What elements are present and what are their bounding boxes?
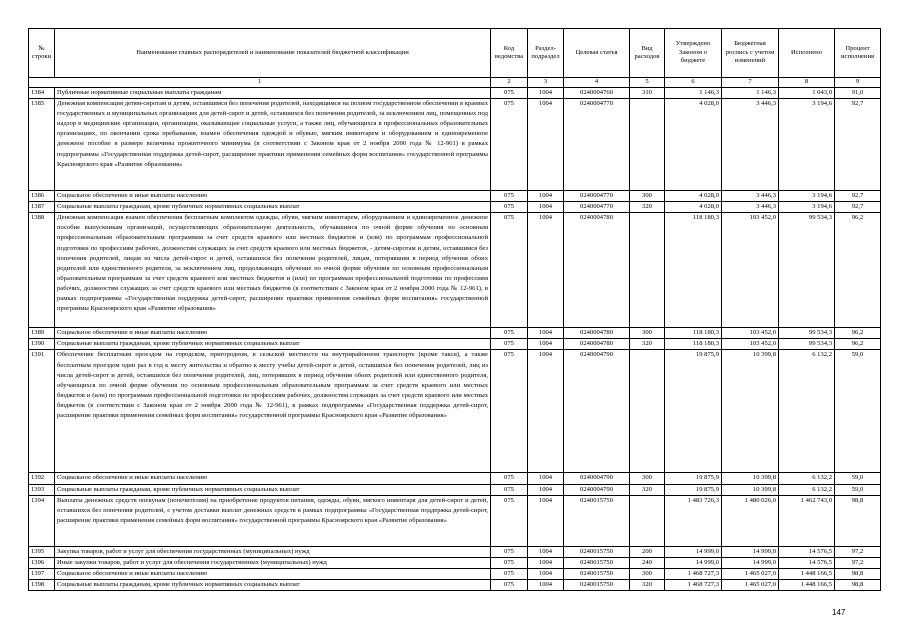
row-razdel: 1004 bbox=[528, 213, 564, 328]
row-razdel: 1004 bbox=[528, 495, 564, 546]
row-name: Социальные выплаты гражданам, кроме публичных нормативных социальных выплат bbox=[55, 484, 491, 495]
row-rospis: 1 480 026,0 bbox=[722, 495, 779, 546]
row-name: Социальное обеспечение и иные выплаты населению bbox=[55, 328, 491, 339]
row-vr: 320 bbox=[630, 484, 665, 495]
row-razdel: 1004 bbox=[528, 484, 564, 495]
table-row bbox=[29, 546, 881, 557]
colnum-8: 8 bbox=[779, 78, 835, 88]
row-razdel: 1004 bbox=[528, 88, 564, 99]
header-vr: Вид расходов bbox=[630, 29, 665, 78]
row-cs: 0240015750 bbox=[564, 557, 630, 568]
row-ved: 075 bbox=[491, 568, 528, 579]
row-razdel: 1004 bbox=[528, 99, 564, 191]
row-procent: 97,2 bbox=[835, 557, 881, 568]
row-cs: 0240004770 bbox=[564, 191, 630, 202]
row-rospis: 3 446,3 bbox=[722, 191, 779, 202]
table-row bbox=[29, 350, 881, 473]
row-razdel: 1004 bbox=[528, 579, 564, 590]
row-cs: 0240015750 bbox=[564, 546, 630, 557]
row-razdel: 1004 bbox=[528, 202, 564, 213]
row-zakon: 1 483 726,3 bbox=[665, 495, 722, 546]
row-ved: 075 bbox=[491, 350, 528, 473]
row-rospis: 10 399,8 bbox=[722, 350, 779, 473]
row-number: 1384 bbox=[29, 88, 55, 99]
row-procent: 59,0 bbox=[835, 350, 881, 473]
row-ispolneno: 99 534,3 bbox=[779, 339, 835, 350]
row-ved: 075 bbox=[491, 191, 528, 202]
row-name: Иные закупки товаров, работ и услуг для обеспечения государственных (муниципальных) нужд bbox=[55, 557, 491, 568]
row-ved: 075 bbox=[491, 202, 528, 213]
row-razdel: 1004 bbox=[528, 191, 564, 202]
row-vr: 300 bbox=[630, 473, 665, 484]
row-name: Закупка товаров, работ и услуг для обеспечения государственных (муниципальных) нужд bbox=[55, 546, 491, 557]
colnum-9: 9 bbox=[835, 78, 881, 88]
row-ved: 075 bbox=[491, 99, 528, 191]
row-number: 1397 bbox=[29, 568, 55, 579]
row-ispolneno: 3 194,6 bbox=[779, 191, 835, 202]
colnum-7: 7 bbox=[722, 78, 779, 88]
row-zakon: 19 875,9 bbox=[665, 484, 722, 495]
table-row bbox=[29, 568, 881, 579]
row-rospis: 10 399,8 bbox=[722, 484, 779, 495]
row-zakon: 14 999,0 bbox=[665, 546, 722, 557]
table-row bbox=[29, 579, 881, 590]
row-cs: 0240004780 bbox=[564, 328, 630, 339]
row-procent: 96,2 bbox=[835, 328, 881, 339]
budget-sheet bbox=[28, 28, 880, 591]
row-number: 1390 bbox=[29, 339, 55, 350]
row-number: 1398 bbox=[29, 579, 55, 590]
row-rospis: 10 399,8 bbox=[722, 473, 779, 484]
row-cs: 0240015750 bbox=[564, 495, 630, 546]
row-razdel: 1004 bbox=[528, 473, 564, 484]
row-procent: 98,8 bbox=[835, 568, 881, 579]
row-name: Социальное обеспечение и иные выплаты населению bbox=[55, 473, 491, 484]
header-ved: Код ведомства bbox=[491, 29, 528, 78]
row-ispolneno: 1 448 166,5 bbox=[779, 568, 835, 579]
row-ispolneno: 14 576,5 bbox=[779, 557, 835, 568]
row-name: Публичные нормативные социальные выплаты гражданам bbox=[55, 88, 491, 99]
row-number: 1391 bbox=[29, 350, 55, 473]
row-cs: 0240004790 bbox=[564, 473, 630, 484]
row-ved: 075 bbox=[491, 579, 528, 590]
colnum-6: 6 bbox=[665, 78, 722, 88]
row-zakon: 4 028,0 bbox=[665, 191, 722, 202]
row-procent: 98,8 bbox=[835, 579, 881, 590]
row-cs: 0240004790 bbox=[564, 484, 630, 495]
row-number: 1385 bbox=[29, 99, 55, 191]
row-ispolneno: 99 534,3 bbox=[779, 328, 835, 339]
row-number: 1392 bbox=[29, 473, 55, 484]
row-rospis: 14 999,0 bbox=[722, 557, 779, 568]
row-zakon: 1 146,3 bbox=[665, 88, 722, 99]
row-zakon: 1 468 727,3 bbox=[665, 568, 722, 579]
row-cs: 0240004780 bbox=[564, 339, 630, 350]
row-rospis: 103 452,0 bbox=[722, 213, 779, 328]
row-zakon: 4 028,0 bbox=[665, 99, 722, 191]
row-cs: 0240004760 bbox=[564, 88, 630, 99]
table-row bbox=[29, 484, 881, 495]
row-rospis: 3 446,3 bbox=[722, 202, 779, 213]
row-rospis: 1 465 027,0 bbox=[722, 568, 779, 579]
row-ispolneno: 1 448 166,5 bbox=[779, 579, 835, 590]
row-razdel: 1004 bbox=[528, 328, 564, 339]
row-procent: 96,2 bbox=[835, 213, 881, 328]
row-razdel: 1004 bbox=[528, 557, 564, 568]
row-vr bbox=[630, 350, 665, 473]
colnum-1: 1 bbox=[29, 78, 491, 88]
row-vr: 300 bbox=[630, 328, 665, 339]
row-ved: 075 bbox=[491, 213, 528, 328]
table-row bbox=[29, 213, 881, 328]
row-vr: 300 bbox=[630, 191, 665, 202]
colnum-2: 2 bbox=[491, 78, 528, 88]
row-rospis: 103 452,0 bbox=[722, 339, 779, 350]
row-ved: 075 bbox=[491, 328, 528, 339]
header-procent: Процент исполнения bbox=[835, 29, 881, 78]
row-cs: 0240004770 bbox=[564, 202, 630, 213]
header-razdel: Раздел-подраздел bbox=[528, 29, 564, 78]
header-no: № строки bbox=[29, 29, 55, 78]
row-cs: 0240004780 bbox=[564, 213, 630, 328]
row-procent: 59,0 bbox=[835, 484, 881, 495]
row-rospis: 103 452,0 bbox=[722, 328, 779, 339]
row-procent: 91,0 bbox=[835, 88, 881, 99]
header-name: Наименование главных распорядителей и наименование показателей бюджетной классификации bbox=[55, 29, 491, 78]
row-zakon: 118 180,3 bbox=[665, 328, 722, 339]
row-vr bbox=[630, 495, 665, 546]
row-ispolneno: 3 194,6 bbox=[779, 202, 835, 213]
row-ved: 075 bbox=[491, 557, 528, 568]
table-row bbox=[29, 473, 881, 484]
row-zakon: 19 875,9 bbox=[665, 473, 722, 484]
row-name: Социальное обеспечение и иные выплаты населению bbox=[55, 568, 491, 579]
row-name: Денежная компенсация взамен обеспечения бесплатным комплектом одежды, обуви, мягким инвентарем, оборудованием и единовременное денежное пособие выпускникам организаций, осуществляющих образовательную деятельность, обучавшимся по очной форме обучения по основным профессиональным образовательным программам за счет средств краевого или местных бюджетов и (или) по программам профессиональной подготовки по профессиям рабочих, должностям служащих за счет средств краевого или местных бюджетов, - детям-сиротам и детям, оставшимся без попечения родителей, лицам из числа детей-сирот и детей, оставшихся без попечения родителей, лицам, потерявшим в период обучения обоих родителей или единственного родителя, за исключением лиц, продолжающих обучение по очной форме обучения по основным профессиональным образовательным программам за счет средств краевого или местных бюджетов и (или) по программам профессиональной подготовки по профессиям рабочих, должностям служащих за счет средств краевого или местных бюджетов (в соответствии с Законом края от 2 ноября 2000 года № 12-961), в рамках подпрограммы «Государственная поддержка детей-сирот, расширение практики применения семейных форм воспитания» государственной программы Красноярского края «Развитие образования» bbox=[55, 213, 491, 328]
table-row bbox=[29, 328, 881, 339]
budget-table bbox=[28, 28, 881, 591]
row-ispolneno: 6 132,2 bbox=[779, 350, 835, 473]
row-number: 1393 bbox=[29, 484, 55, 495]
colnum-3: 3 bbox=[528, 78, 564, 88]
row-zakon: 4 028,0 bbox=[665, 202, 722, 213]
header-zakon: Утверждено Законом о бюджете bbox=[665, 29, 722, 78]
row-vr: 200 bbox=[630, 546, 665, 557]
row-rospis: 1 465 027,0 bbox=[722, 579, 779, 590]
row-procent: 92,7 bbox=[835, 202, 881, 213]
row-ispolneno: 1 043,0 bbox=[779, 88, 835, 99]
row-vr: 320 bbox=[630, 339, 665, 350]
row-ved: 075 bbox=[491, 495, 528, 546]
row-rospis: 14 999,0 bbox=[722, 546, 779, 557]
row-procent: 59,0 bbox=[835, 473, 881, 484]
row-ved: 075 bbox=[491, 473, 528, 484]
column-number-row bbox=[29, 78, 881, 88]
row-number: 1386 bbox=[29, 191, 55, 202]
row-vr bbox=[630, 213, 665, 328]
table-row bbox=[29, 99, 881, 191]
row-zakon: 118 180,3 bbox=[665, 213, 722, 328]
row-number: 1396 bbox=[29, 557, 55, 568]
row-procent: 92,7 bbox=[835, 191, 881, 202]
row-ved: 075 bbox=[491, 339, 528, 350]
row-name: Денежная компенсация детям-сиротам и детям, оставшимся без попечения родителей, находящимся на полном государственном обеспечении в краевых государственных и муниципальных организациях для детей-сирот и детей, оставшихся без попечения родителей, за исключением лиц, помещенных под надзор в медицинские организации, организации, оказывающие социальные услуги, а также лиц, обучающихся в профессиональных образовательных организациях, по окончании срока пребывания, взамен обеспечения одеждой и обувью, мягким инвентарем и оборудованием и единовременное денежное пособие в размере величины прожиточного минимума (в соответствии с Законом края от 2 ноября 2000 года № 12-961) в рамках подпрограммы «Государственная поддержка детей-сирот, расширение практики применения семейных форм воспитания» государственной программы Красноярского края «Развитие образования» bbox=[55, 99, 491, 191]
table-row bbox=[29, 191, 881, 202]
table-row bbox=[29, 202, 881, 213]
row-name: Обеспечение бесплатным проездом на городском, пригородном, в сельской местности на внутрирайонном транспорте (кроме такси), а также бесплатным проездом один раз в год к месту жительства и обратно к месту учебы детей-сирот и детей, оставшихся без попечения родителей, лиц из числа детей-сирот и детей, оставшихся без попечения родителей, лиц, потерявших в период обучения обоих родителей или единственного родителя, обучающихся по очной форме обучения по основным профессиональным образовательным программам за счет средств краевого или местных бюджетов и (или) по программам профессиональной подготовки по профессиям рабочих, должностям служащих за счет средств краевого или местных бюджетов (в соответствии с Законом края от 2 ноября 2000 года № 12-961), в рамках подпрограммы «Государственная поддержка детей-сирот, расширение практики применения семейных форм воспитания» государственной программы Красноярского края «Развитие образования» bbox=[55, 350, 491, 473]
page-number: 147 bbox=[832, 608, 846, 617]
row-ved: 075 bbox=[491, 546, 528, 557]
row-vr: 310 bbox=[630, 88, 665, 99]
row-procent: 92,7 bbox=[835, 99, 881, 191]
row-ispolneno: 6 132,2 bbox=[779, 484, 835, 495]
row-cs: 0240015750 bbox=[564, 579, 630, 590]
table-row bbox=[29, 557, 881, 568]
row-vr bbox=[630, 99, 665, 191]
row-ispolneno: 1 462 743,0 bbox=[779, 495, 835, 546]
row-vr: 240 bbox=[630, 557, 665, 568]
row-zakon: 14 999,0 bbox=[665, 557, 722, 568]
row-procent: 98,8 bbox=[835, 495, 881, 546]
row-vr: 320 bbox=[630, 202, 665, 213]
row-ved: 075 bbox=[491, 484, 528, 495]
row-cs: 0240004770 bbox=[564, 99, 630, 191]
row-razdel: 1004 bbox=[528, 350, 564, 473]
row-ispolneno: 3 194,6 bbox=[779, 99, 835, 191]
row-ispolneno: 14 576,5 bbox=[779, 546, 835, 557]
row-number: 1388 bbox=[29, 213, 55, 328]
header-cs: Целевая статья bbox=[564, 29, 630, 78]
row-name: Выплаты денежных средств опекунам (попечителям) на приобретение продуктов питания, одежды, обуви, мягкого инвентаря для детей-сирот и детей, оставшихся без попечения родителей, с учетом доставки выплат денежных средств в рамках подпрограммы «Государственная поддержка детей-сирот, расширение практики применения семейных форм воспитания» государственной программы Красноярского края «Развитие образования» bbox=[55, 495, 491, 546]
row-vr: 320 bbox=[630, 579, 665, 590]
row-razdel: 1004 bbox=[528, 339, 564, 350]
header-ispolneno: Исполнено bbox=[779, 29, 835, 78]
row-name: Социальные выплаты гражданам, кроме публичных нормативных социальных выплат bbox=[55, 339, 491, 350]
row-razdel: 1004 bbox=[528, 546, 564, 557]
row-procent: 96,2 bbox=[835, 339, 881, 350]
row-name: Социальные выплаты гражданам, кроме публичных нормативных социальных выплат bbox=[55, 579, 491, 590]
table-row bbox=[29, 339, 881, 350]
row-razdel: 1004 bbox=[528, 568, 564, 579]
row-ispolneno: 99 534,3 bbox=[779, 213, 835, 328]
row-name: Социальные выплаты гражданам, кроме публичных нормативных социальных выплат bbox=[55, 202, 491, 213]
row-name: Социальное обеспечение и иные выплаты населению bbox=[55, 191, 491, 202]
colnum-5: 5 bbox=[630, 78, 665, 88]
colnum-4: 4 bbox=[564, 78, 630, 88]
table-row bbox=[29, 88, 881, 99]
row-cs: 0240004790 bbox=[564, 350, 630, 473]
row-procent: 97,2 bbox=[835, 546, 881, 557]
row-vr: 300 bbox=[630, 568, 665, 579]
row-number: 1389 bbox=[29, 328, 55, 339]
row-zakon: 118 180,3 bbox=[665, 339, 722, 350]
table-header-row bbox=[29, 29, 881, 78]
row-number: 1387 bbox=[29, 202, 55, 213]
row-number: 1395 bbox=[29, 546, 55, 557]
row-number: 1394 bbox=[29, 495, 55, 546]
row-cs: 0240015750 bbox=[564, 568, 630, 579]
row-ved: 075 bbox=[491, 88, 528, 99]
row-ispolneno: 6 132,2 bbox=[779, 473, 835, 484]
row-zakon: 1 468 727,3 bbox=[665, 579, 722, 590]
row-rospis: 3 446,3 bbox=[722, 99, 779, 191]
row-rospis: 1 146,3 bbox=[722, 88, 779, 99]
table-row bbox=[29, 495, 881, 546]
header-rospis: Бюджетная роспись с учетом изменений bbox=[722, 29, 779, 78]
row-zakon: 19 875,9 bbox=[665, 350, 722, 473]
